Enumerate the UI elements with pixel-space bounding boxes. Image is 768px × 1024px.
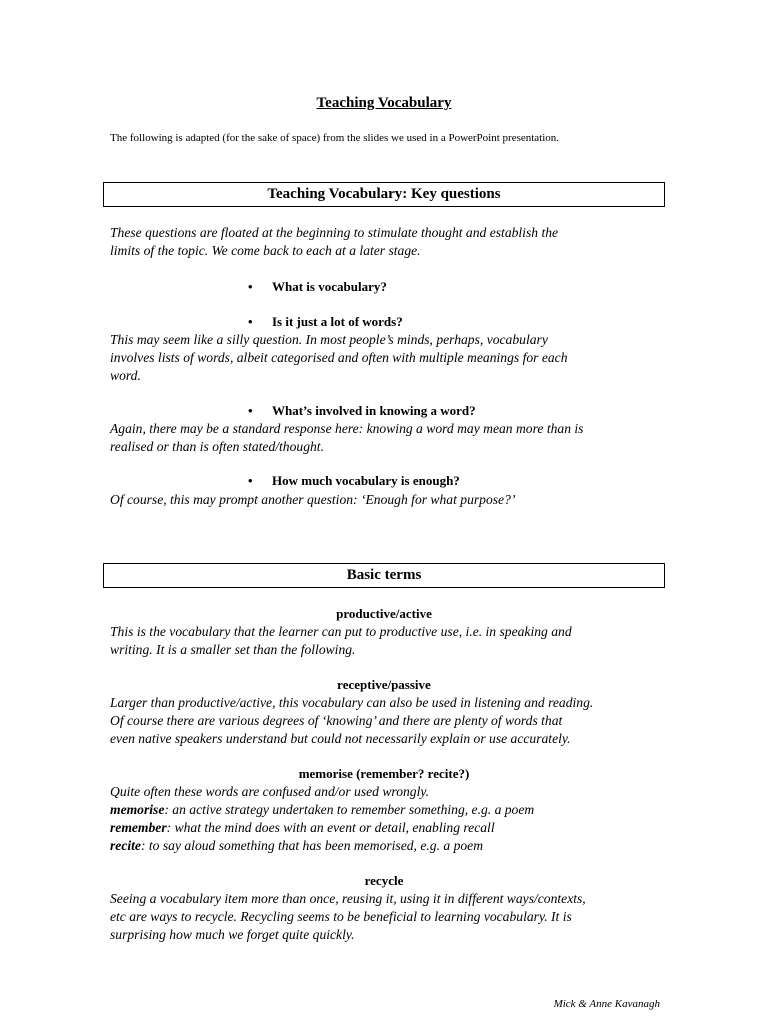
- definition-recite: [110, 837, 483, 855]
- term-memorise: memorise (remember? recite?): [298, 766, 470, 781]
- bullet-icon: •: [248, 403, 253, 418]
- definition-remember: [110, 819, 495, 837]
- text-line: Seeing a vocabulary item more than once, reusing it, using it in different ways/contexts,: [110, 891, 586, 906]
- definition-text: : an active strategy undertaken to remember something, e.g. a poem: [164, 802, 535, 817]
- q2-answer: [110, 331, 670, 385]
- text-line: etc are ways to recycle. Recycling seems to be beneficial to learning vocabulary. It is: [110, 909, 572, 924]
- section-key-questions-heading: Teaching Vocabulary: Key questions: [103, 182, 665, 207]
- text-line: Quite often these words are confused and/or used wrongly.: [110, 784, 430, 799]
- question-how-much: [248, 473, 460, 489]
- question-text: How much vocabulary is enough?: [272, 473, 460, 488]
- text-line: Of course there are various degrees of ‘knowing’ and there are plenty of words that: [110, 713, 563, 728]
- question-text: What’s involved in knowing a word?: [272, 403, 476, 418]
- text-line: This is the vocabulary that the learner can put to productive use, i.e. in speaking and: [110, 624, 572, 639]
- text-line: word.: [110, 368, 141, 383]
- term-productive-desc: [110, 623, 670, 659]
- text-line: writing. It is a smaller set than the following.: [110, 642, 356, 657]
- text-line: limits of the topic. We come back to each at a later stage.: [110, 243, 421, 258]
- text-line: even native speakers understand but could not necessarily explain or use accurately.: [110, 731, 571, 746]
- section-basic-terms-heading: Basic terms: [103, 563, 665, 588]
- question-what-is-vocabulary: [248, 279, 387, 295]
- definition-text: : to say aloud something that has been memorised, e.g. a poem: [140, 838, 484, 853]
- text-line: realised or than is often stated/thought.: [110, 439, 324, 454]
- bullet-icon: •: [248, 473, 253, 488]
- text-line: Of course, this may prompt another question: ‘Enough for what purpose?’: [110, 492, 516, 507]
- definition-text: : what the mind does with an event or detail, enabling recall: [166, 820, 495, 835]
- q3-answer: [110, 420, 670, 456]
- term-receptive-desc: [110, 694, 670, 748]
- bullet-icon: •: [248, 314, 253, 329]
- text-line: Larger than productive/active, this vocabulary can also be used in listening and reading.: [110, 695, 594, 710]
- text-line: These questions are floated at the beginning to stimulate thought and establish the: [110, 225, 559, 240]
- definition-term: recite: [110, 838, 141, 853]
- question-text: Is it just a lot of words?: [272, 314, 403, 329]
- question-just-words: [248, 314, 403, 330]
- text-line: surprising how much we forget quite quickly.: [110, 927, 355, 942]
- term-recycle: recycle: [364, 873, 404, 888]
- text-line: involves lists of words, albeit categorised and often with multiple meanings for each: [110, 350, 568, 365]
- intro-text: The following is adapted (for the sake of space) from the slides we used in a PowerPoint presentation.: [110, 132, 560, 144]
- definition-memorise: [110, 801, 534, 819]
- section1-intro: [110, 224, 670, 260]
- bullet-icon: •: [248, 279, 253, 294]
- term-memorise-desc: [110, 783, 670, 801]
- document-title: Teaching Vocabulary: [316, 95, 452, 111]
- q4-answer: [110, 491, 670, 509]
- author-footer: Mick & Anne Kavanagh: [553, 998, 660, 1010]
- definition-term: memorise: [110, 802, 165, 817]
- question-text: What is vocabulary?: [272, 279, 387, 294]
- term-productive-active: productive/active: [336, 606, 432, 621]
- text-line: This may seem like a silly question. In most people’s minds, perhaps, vocabulary: [110, 332, 548, 347]
- question-knowing-word: [248, 403, 476, 419]
- text-line: Again, there may be a standard response here: knowing a word may mean more than is: [110, 421, 584, 436]
- term-receptive-passive: receptive/passive: [337, 677, 431, 692]
- definition-term: remember: [110, 820, 167, 835]
- term-recycle-desc: [110, 890, 670, 944]
